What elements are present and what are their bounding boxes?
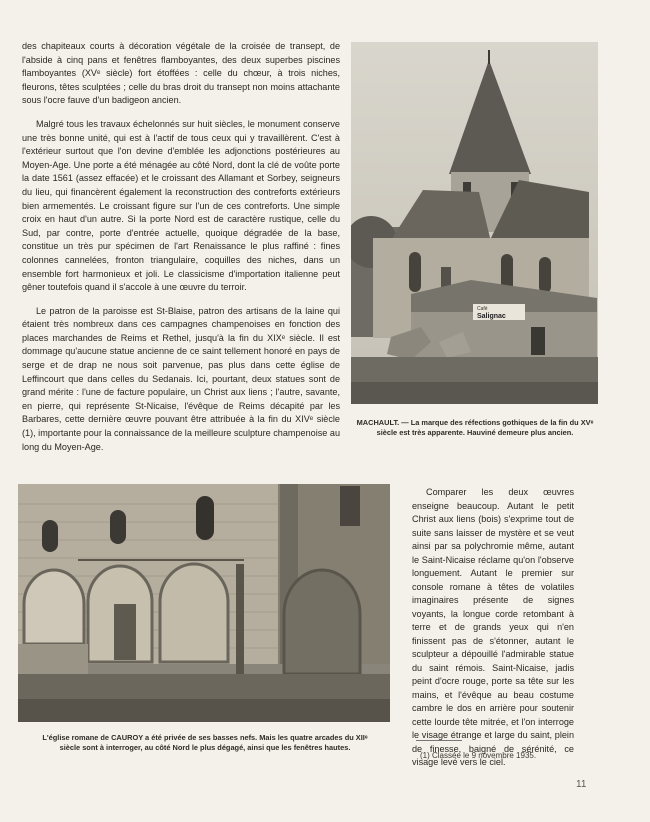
photo-cauroy-church [18, 484, 390, 722]
paragraph: Comparer les deux œuvres enseigne beaucoup. Autant le petit Christ aux liens (bois) s'exprime tout de suite sans laisser de mystère et se veut ainsi par sa polychromie même, autant le Saint-Nicaise réclame qu'on l'observe longuement. Autant le premier sur console romane à têtes de volatiles imaginaires présente de signes voyants, la longue corde retombant à terre et de grands yeux qui n'en finissent pas de s'étonner, autant le sculpteur a dépouillé l'admirable statue du saint rémois. Saint-Nicaise, jadis peint d'ocre rouge, porte sa tête sur les mains, et l'évêque au beau costume cambre le dos en arrière pour soutenir cette lourde tête mitrée, et l'on interroge le visage étrange et large du saint, plein de finesse, baigné de sérénité, ce visage levé vers le ciel. [412, 487, 574, 767]
photo-machault-church [351, 42, 598, 404]
shop-sign-top: Café [477, 306, 488, 312]
paragraph: Malgré tous les travaux échelonnés sur huit siècles, le monument conserve une très bonne unité, qui est à l'actif de tous ceux qui y travaillèrent. C'est à l'extérieur surtout que l'on devine d'emblée les adjonctions postérieures au Moyen-Age. Une porte a été ménagée au côté Nord, dont la clé de voûte porte la date 1561 (assez effacée) et le croissant des Allamant et Sorbey, seigneurs du lieu, qui financèrent également la reconstruction des contreforts extérieurs bien armementés. Le croissant figure sur l'un de ces contreforts. Une simple croix en haut d'un autre. Si la porte Nord est de caractère rustique, celle du Sud, par contre, porte d'entrée actuelle, quoique dégradée de la base, constitue un très pur spécimen de l'art Renaissance le plus raffiné : fines colonnes cannelées, fronton triangulaire, coquilles des niches, dans un ensemble fort harmonieux et joli. Le classicisme d'importation italienne peut gêner toutefois quand il s'accole à une œuvre du terroir. [22, 118, 340, 293]
caption-cauroy: L'église romane de CAUROY a été privée de ses basses nefs. Mais les quatre arcades du XIIᵉ siècle sont à interroger, au côté Nord le plus dégagé, ainsi que les fenêtres hautes. [42, 733, 368, 753]
caption-machault: MACHAULT. — La marque des réfections gothiques de la fin du XVᵉ siècle est très apparente. Hauviné demeure plus ancien. [356, 418, 594, 438]
shop-sign: Salignac [477, 313, 506, 320]
footnote-divider [416, 740, 462, 741]
paragraph: Le patron de la paroisse est St-Blaise, patron des artisans de la laine qui étaient très nombreux dans ces campagnes champenoises en fonction des places marchandes de Reims et Rethel, jusqu'à la fin du XIXᵉ siècle. Il est dommage qu'aucune statue ancienne de ce saint tellement honoré en pays de serge et de drap ne nous soit parvenue, pas plus dans cette église de Leffincourt que dans celles du Sedanais. Ici, pourtant, deux statues sont de grand mérite : l'une de facture populaire, un Christ aux liens ; l'autre, savante, en pierre, qui représente St-Nicaise, l'évêque de Reims décapité par les Barbares, cette dernière œuvre pouvant être attribuée à la fin du XIVᵉ siècle (1), importante pour la connaissance de la meilleure sculpture champenoise au long du Moyen-Age. [22, 305, 340, 452]
article-column-top [22, 40, 340, 464]
page-number: 11 [576, 779, 587, 790]
footnote: (1) Classée le 9 novembre 1935. [420, 751, 537, 760]
paragraph: des chapiteaux courts à décoration végétale de la croisée de transept, de l'abside à cinq pans et fenêtres flamboyantes, des deux superbes piscines flamboyantes (XVᵉ siècle) fort étoffées : celle du chœur, à trois niches, fleurons, têtes sculptées ; celle du bras droit du transept non moins attachante sous l'ocre fauve d'un badigeon ancien. [22, 41, 340, 106]
article-column-right [412, 486, 574, 780]
